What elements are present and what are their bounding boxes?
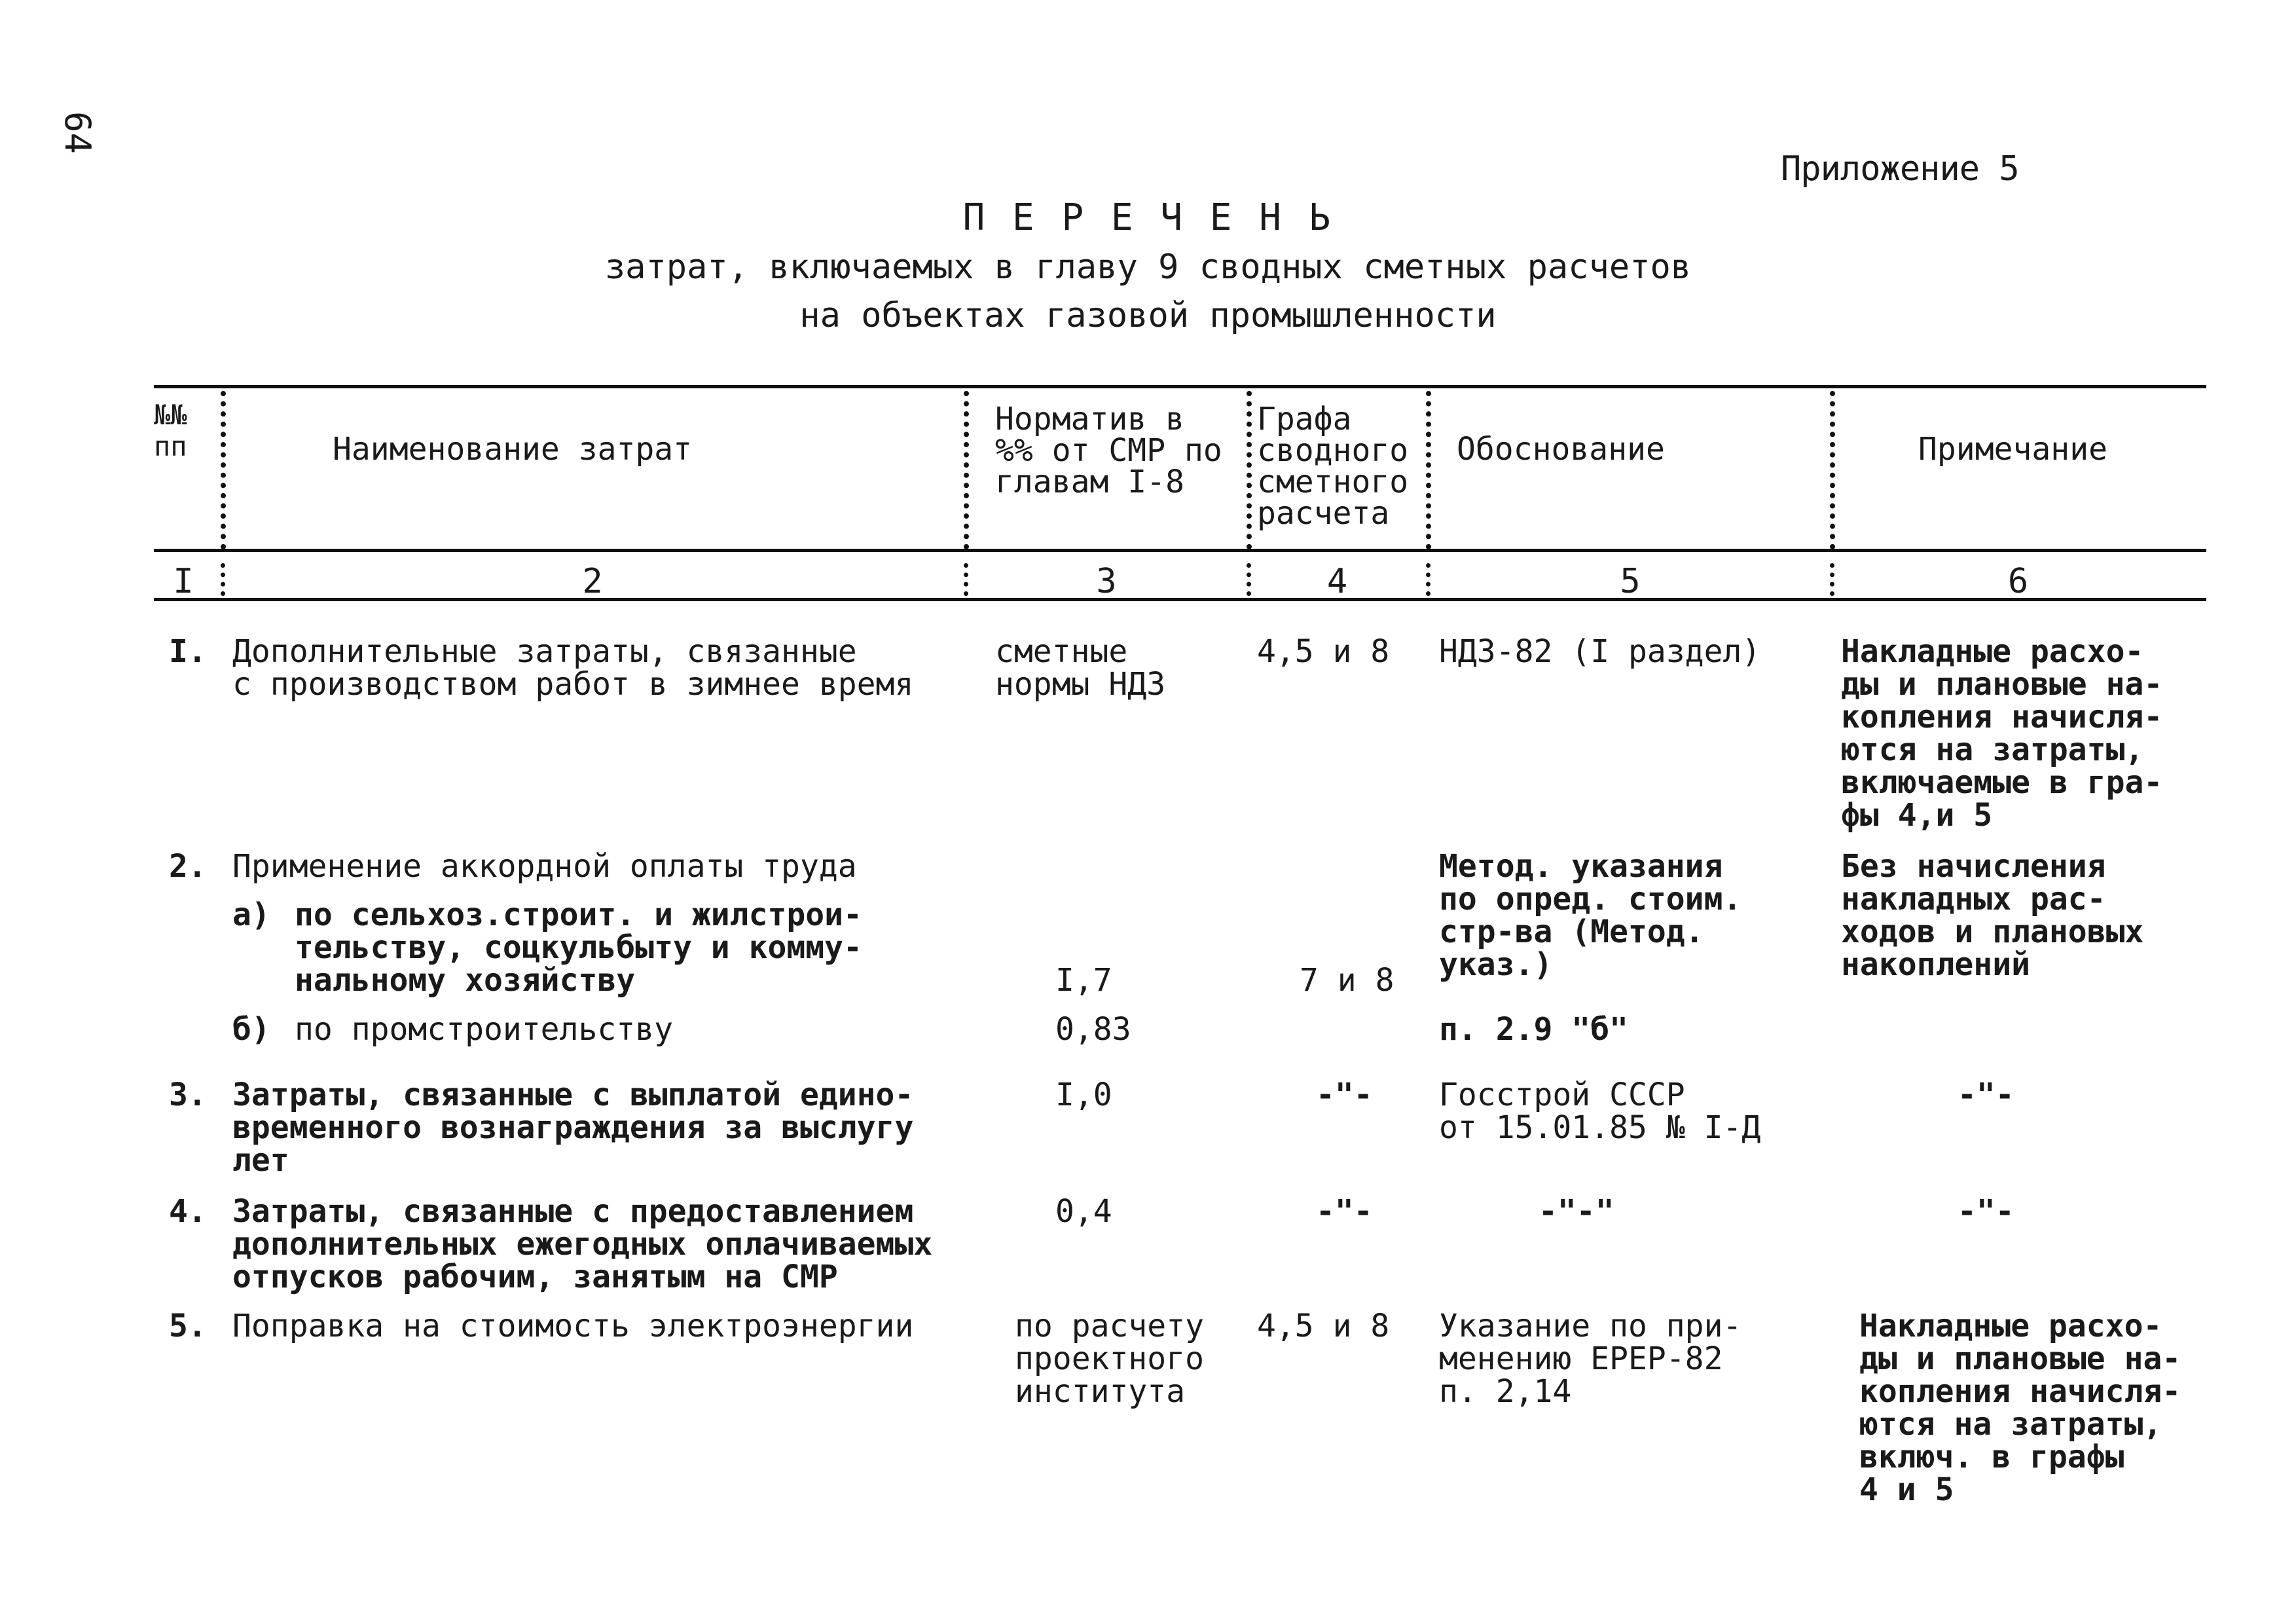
row2-name: Применение аккордной оплаты труда (232, 848, 857, 885)
page-number: 64 (57, 111, 98, 155)
row4-norm: 0,4 (1055, 1193, 1112, 1230)
column-separator (1426, 391, 1431, 549)
row5-note: Накладные расхо- ды и плановые на- копления начисля- ются на затраты, включ. в графы 4 и 5 (1859, 1308, 2181, 1508)
header-note: Примечание (1918, 431, 2107, 468)
row3-basis: Госстрой СССР от 15.01.85 № I-Д (1439, 1077, 1761, 1146)
row2b-basis: п. 2.9 "б" (1439, 1011, 1628, 1048)
row5-graph: 4,5 и 8 (1257, 1308, 1390, 1344)
row1-name: Дополнительные затраты, связанные с производством работ в зимнее время (232, 633, 914, 703)
row3-norm: I,0 (1055, 1077, 1112, 1113)
header-name: Наименование затрат (333, 431, 693, 468)
column-separator (221, 391, 226, 549)
row4-num: 4. (169, 1193, 207, 1230)
column-number-separator (1426, 563, 1430, 596)
document-title: П Е Р Е Ч Е Н Ь (962, 196, 1334, 239)
row2b-norm: 0,83 (1055, 1011, 1131, 1048)
header-bottom-rule (154, 549, 2206, 552)
header-num: №№ пп (154, 399, 187, 462)
row5-norm: по расчету проектного института (1015, 1308, 1204, 1410)
column-number-1: I (173, 562, 194, 601)
row1-basis: НДЗ-82 (I раздел) (1439, 633, 1761, 670)
column-number-4: 4 (1326, 562, 1348, 601)
row4-basis: -"-" (1539, 1193, 1614, 1230)
row2a-label: а) (232, 896, 270, 933)
row3-note: -"- (1958, 1077, 2014, 1113)
column-separator (1247, 391, 1252, 549)
header-norm: Норматив в %% от СМР по главам I-8 (995, 401, 1222, 500)
row1-num: I. (169, 633, 207, 670)
row2a-norm: I,7 (1055, 962, 1112, 999)
row1-graph: 4,5 и 8 (1257, 633, 1390, 670)
column-separator (964, 391, 969, 549)
header-basis: Обоснование (1457, 431, 1665, 468)
row2-basis: Метод. указания по опред. стоим. стр-ва (Метод. указ.) (1439, 848, 1742, 983)
column-number-3: 3 (1096, 562, 1117, 601)
row4-name: Затраты, связанные с предоставлением дополнительных ежегодных оплачиваемых отпусков рабочим, занятым на СМР (232, 1193, 933, 1295)
row3-graph: -"- (1316, 1077, 1373, 1113)
row5-name: Поправка на стоимость электроэнергии (232, 1308, 914, 1344)
table-top-rule (154, 385, 2206, 388)
row2-note: Без начисления накладных рас- ходов и плановых накоплений (1841, 848, 2144, 983)
row2-num: 2. (169, 848, 207, 885)
column-number-separator (964, 563, 968, 596)
column-number-5: 5 (1620, 562, 1641, 601)
column-number-separator (1830, 563, 1834, 596)
column-number-separator (221, 563, 225, 596)
column-number-separator (1247, 563, 1251, 596)
row1-note: Накладные расхо- ды и плановые на- копления начисля- ются на затраты, включаемые в гра- фы 4,и 5 (1841, 633, 2163, 834)
document-subtitle-line1: затрат, включаемых в главу 9 сводных сметных расчетов (604, 248, 1692, 287)
row5-num: 5. (169, 1308, 207, 1344)
column-number-6: 6 (2007, 562, 2029, 601)
row1-norm: сметные нормы НДЗ (995, 633, 1166, 703)
column-number-2: 2 (582, 562, 603, 601)
row2b-label: б) (232, 1011, 270, 1048)
row4-graph: -"- (1316, 1193, 1373, 1230)
row3-num: 3. (169, 1077, 207, 1113)
row4-note: -"- (1958, 1193, 2014, 1230)
row3-name: Затраты, связанные с выплатой едино- временного вознаграждения за выслугу лет (232, 1077, 914, 1179)
header-graph: Графа сводного сметного расчета (1257, 401, 1409, 532)
row2a-graph: 7 и 8 (1300, 962, 1394, 999)
row2b-name: по промстроительству (295, 1011, 673, 1048)
column-separator (1830, 391, 1835, 549)
document-subtitle-line2: на объектах газовой промышленности (799, 296, 1497, 335)
row5-basis: Указание по при- менению ЕРЕР-82 п. 2,14 (1439, 1308, 1742, 1410)
appendix-label: Приложение 5 (1781, 149, 2019, 189)
row2a-name: по сельхоз.строит. и жилстрои- тельству, соцкульбыту и комму- нальному хозяйству (295, 896, 862, 999)
